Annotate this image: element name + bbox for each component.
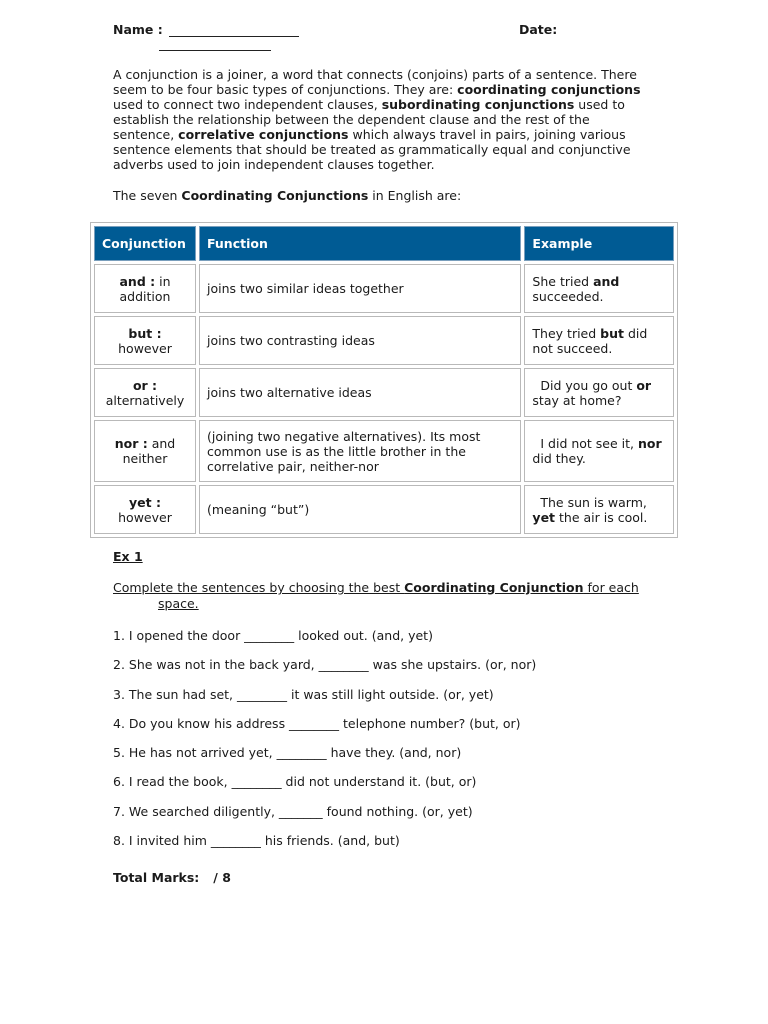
function-cell: (joining two negative alternatives). Its most common use is as the little brother in the correlative pair, neither-nor <box>199 420 521 482</box>
date-label: Date: <box>519 22 558 37</box>
conjunction-word: nor : <box>114 436 148 451</box>
question-item: 8. I invited him ________ his friends. (and, but) <box>113 833 400 849</box>
conjunction-word: yet : <box>129 494 161 510</box>
conjunction-cell <box>94 485 196 534</box>
question-item: 3. The sun had set, ________ it was still light outside. (or, yet) <box>113 686 494 702</box>
conjunction-meaning: and neither <box>122 436 176 466</box>
conjunction-word: or : <box>132 377 158 393</box>
intro-text: used to connect two independent clauses, <box>113 97 382 112</box>
table-header-row <box>94 226 674 261</box>
header-example: Example <box>524 226 674 261</box>
example-bold: or <box>636 377 652 393</box>
question-item: 7. We searched diligently, _______ found nothing. (or, yet) <box>113 803 473 819</box>
question-item: 4. Do you know his address ________ telephone number? (but, or) <box>113 715 521 731</box>
question-item: 6. I read the book, ________ did not understand it. (but, or) <box>113 774 477 790</box>
intro-bold-subordinating: subordinating conjunctions <box>381 97 575 112</box>
function-cell: (meaning “but”) <box>199 485 521 534</box>
example-cell <box>524 316 674 365</box>
name-label: Name : <box>113 22 163 37</box>
example-text: She tried <box>532 273 594 289</box>
header <box>113 20 653 60</box>
header-conjunction: Conjunction <box>94 226 196 261</box>
function-cell: joins two contrasting ideas <box>199 316 521 365</box>
name-blank-line-2 <box>159 50 271 51</box>
example-text: stay at home? <box>532 377 656 408</box>
example-text: I did not see it, <box>532 436 638 451</box>
exercise-title: Ex 1 <box>113 549 143 564</box>
function-cell: joins two alternative ideas <box>199 368 521 417</box>
conjunction-cell <box>94 264 196 313</box>
example-text: Did you go out <box>532 377 637 393</box>
exercise-instructions <box>113 580 653 612</box>
table-row <box>94 368 674 417</box>
header-function: Function <box>199 226 521 261</box>
example-text: did they. <box>532 436 666 466</box>
seven-text: The seven <box>113 188 182 203</box>
conjunction-table <box>90 222 678 538</box>
name-blank-line <box>169 36 299 37</box>
example-cell <box>524 420 674 482</box>
example-bold: and <box>593 273 620 289</box>
conjunction-meaning: however <box>118 509 172 525</box>
instructions-bold: Coordinating Conjunction <box>404 580 584 595</box>
intro-text: which always travel in pairs, joining various sentence elements that should be treated as grammatically equal and conjunctive adverbs used to join independent clauses together. <box>113 127 631 172</box>
table-row <box>94 485 674 534</box>
intro-text: A conjunction is a joiner, a word that connects (conjoins) parts of a sentence. There seem to be four basic types of conjunctions. They are: <box>113 67 637 97</box>
example-cell <box>524 368 674 417</box>
total-marks-value: / 8 <box>213 870 231 885</box>
instructions-continuation: space. <box>158 596 199 611</box>
conjunction-word: but : <box>128 325 162 341</box>
seven-conjunctions-line <box>113 188 653 203</box>
intro-text: used to establish the relationship between the dependent clause and the rest of the sentence, <box>113 97 625 142</box>
conjunction-meaning: in addition <box>119 273 171 304</box>
intro-paragraph <box>113 67 653 172</box>
example-text: They tried <box>532 325 601 341</box>
example-text: The sun is warm, <box>532 494 651 510</box>
question-item: 2. She was not in the back yard, ________ was she upstairs. (or, nor) <box>113 657 537 673</box>
example-text: did not succeed. <box>532 325 648 356</box>
instructions-text: Complete the sentences by choosing the best <box>113 580 405 595</box>
table-row <box>94 420 674 482</box>
example-cell <box>524 485 674 534</box>
total-marks <box>113 870 231 885</box>
seven-bold: Coordinating Conjunctions <box>181 188 369 203</box>
example-cell <box>524 264 674 313</box>
total-marks-label: Total Marks: <box>113 870 200 885</box>
conjunction-cell <box>94 420 196 482</box>
conjunction-cell <box>94 368 196 417</box>
example-bold: but <box>600 325 624 341</box>
example-bold: yet <box>532 509 556 525</box>
function-cell: joins two similar ideas together <box>199 264 521 313</box>
conjunction-meaning: however <box>118 340 172 356</box>
table-row <box>94 264 674 313</box>
intro-bold-coordinating: coordinating conjunctions <box>457 82 641 97</box>
question-item: 1. I opened the door ________ looked out. (and, yet) <box>113 628 433 643</box>
intro-bold-correlative: correlative conjunctions <box>178 127 349 142</box>
example-text: the air is cool. <box>555 509 648 525</box>
seven-text: in English are: <box>368 188 462 203</box>
conjunction-word: and : <box>119 273 156 289</box>
example-bold: nor <box>637 436 662 451</box>
table-row <box>94 316 674 365</box>
conjunction-cell <box>94 316 196 365</box>
example-text: succeeded. <box>532 288 604 304</box>
instructions-text: for each <box>583 580 639 595</box>
question-list <box>113 627 653 861</box>
conjunction-meaning: alternatively <box>105 392 185 408</box>
question-item: 5. He has not arrived yet, ________ have they. (and, nor) <box>113 745 462 761</box>
